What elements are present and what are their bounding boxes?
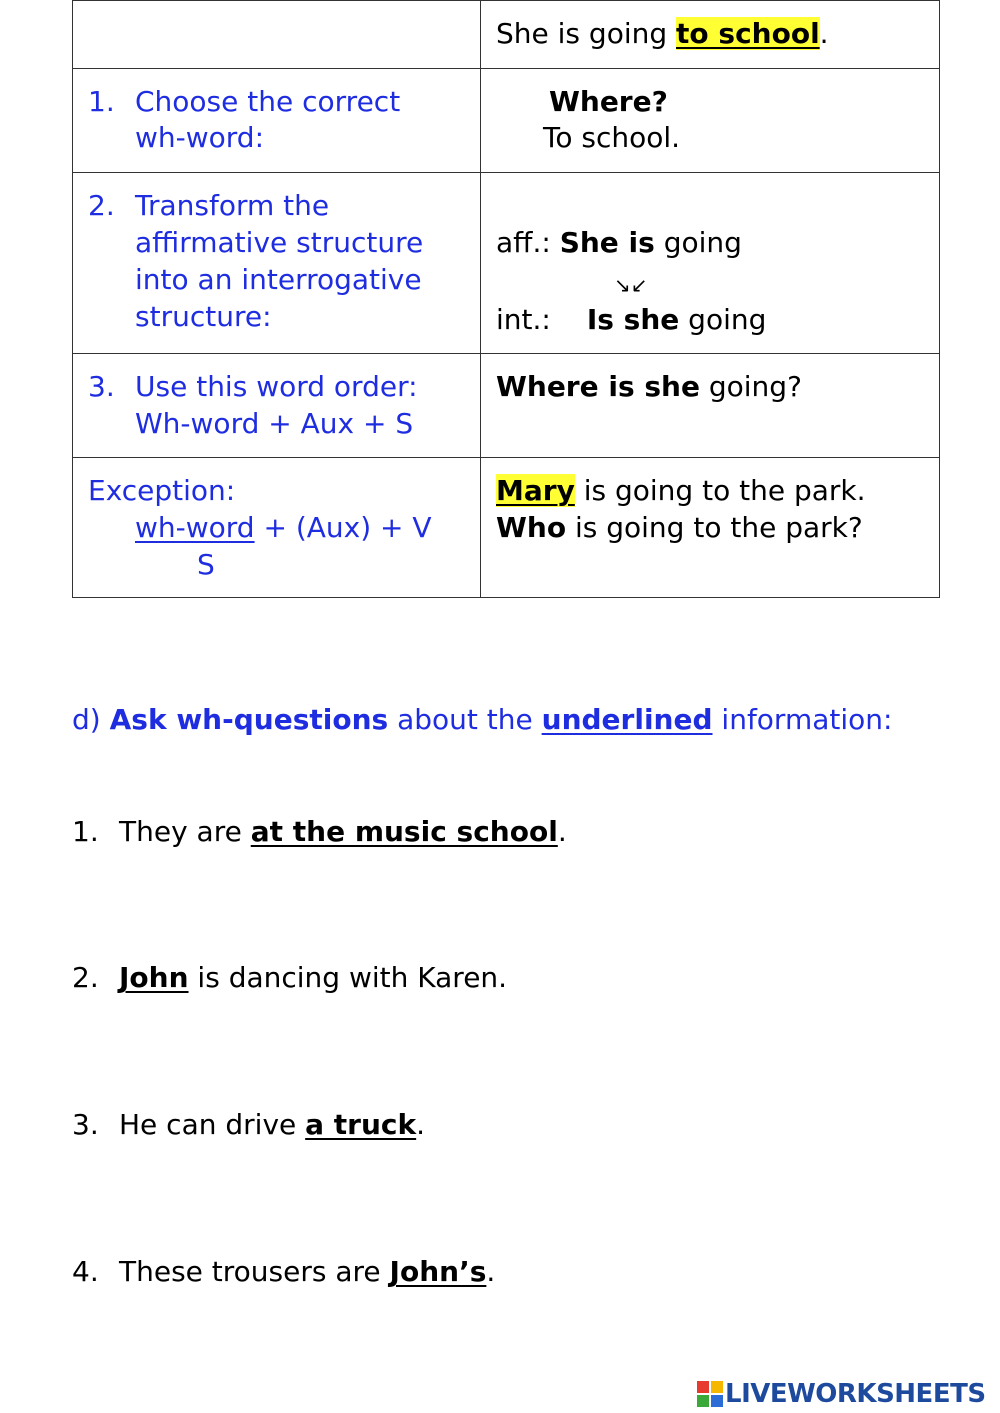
question-item bbox=[72, 1108, 425, 1141]
grammar-table bbox=[72, 0, 940, 598]
bold-text: Ask wh-questions bbox=[109, 703, 389, 736]
question-example bbox=[496, 510, 863, 546]
step-text: wh-word: bbox=[135, 121, 265, 154]
step-number: 3. bbox=[88, 370, 115, 403]
table-cell bbox=[481, 1, 940, 69]
plain-text: They are bbox=[119, 815, 251, 848]
step-number: 1. bbox=[88, 85, 115, 118]
bold-text: She is bbox=[559, 226, 655, 259]
logo-square bbox=[711, 1381, 723, 1393]
logo-icon bbox=[697, 1381, 723, 1407]
table-row bbox=[73, 458, 940, 598]
sentence-text: . bbox=[819, 17, 829, 50]
table-cell bbox=[73, 1, 481, 69]
question-number: 3. bbox=[72, 1108, 99, 1141]
step-text: affirmative structure bbox=[135, 226, 424, 259]
table-row bbox=[73, 69, 940, 173]
question-example bbox=[496, 369, 802, 405]
question-item bbox=[72, 815, 567, 848]
plain-text: information: bbox=[712, 703, 893, 736]
wh-word: Where? bbox=[549, 85, 668, 118]
underlined-text: a truck bbox=[305, 1108, 417, 1141]
question-number: 2. bbox=[72, 961, 99, 994]
table-row bbox=[73, 1, 940, 69]
plain-text: . bbox=[557, 815, 567, 848]
plain-text: These trousers are bbox=[119, 1255, 390, 1288]
table-row bbox=[73, 173, 940, 354]
question-item bbox=[72, 1255, 495, 1288]
logo-square bbox=[711, 1395, 723, 1407]
bold-text: Where is she bbox=[496, 370, 700, 403]
plain-text: He can drive bbox=[119, 1108, 306, 1141]
plain-text: . bbox=[416, 1108, 426, 1141]
table-cell bbox=[73, 354, 481, 458]
plain-text: is going to the park. bbox=[574, 474, 866, 507]
plain-text: + (Aux) + V bbox=[254, 511, 432, 544]
question-number: 1. bbox=[72, 815, 99, 848]
logo-square bbox=[697, 1381, 709, 1393]
exception-formula bbox=[135, 510, 432, 546]
underlined-text: John’s bbox=[389, 1255, 487, 1288]
underlined-text: underlined bbox=[541, 703, 713, 736]
table-cell bbox=[481, 173, 940, 354]
table-cell bbox=[73, 173, 481, 354]
step-number: 2. bbox=[88, 189, 115, 222]
plain-text: is going to the park? bbox=[566, 511, 863, 544]
task-label: d) bbox=[72, 703, 110, 736]
table-row bbox=[73, 354, 940, 458]
table-cell bbox=[481, 458, 940, 598]
question-item bbox=[72, 961, 507, 994]
answer-text: To school. bbox=[543, 121, 681, 154]
example-sentence bbox=[496, 473, 866, 509]
step-text: Transform the bbox=[135, 189, 330, 222]
example-sentence bbox=[496, 16, 829, 52]
task-instruction bbox=[72, 703, 892, 736]
logo-square bbox=[697, 1395, 709, 1407]
step-text: structure: bbox=[135, 300, 272, 333]
highlighted-text: Mary bbox=[496, 474, 575, 507]
plain-text: about the bbox=[388, 703, 542, 736]
table-cell bbox=[481, 69, 940, 173]
bold-text: Is she bbox=[586, 303, 680, 336]
plain-text: going? bbox=[699, 370, 802, 403]
table-cell bbox=[481, 354, 940, 458]
exception-label: Exception: bbox=[88, 474, 236, 507]
aff-label: aff.: bbox=[496, 226, 560, 259]
affirmative-line bbox=[496, 225, 742, 261]
plain-text: is dancing with Karen. bbox=[188, 961, 508, 994]
table-cell bbox=[73, 458, 481, 598]
step-text: Choose the correct bbox=[135, 85, 401, 118]
word-order-formula: Wh-word + Aux + S bbox=[135, 407, 414, 440]
bold-text: Who bbox=[496, 511, 567, 544]
underlined-text: wh-word bbox=[135, 511, 255, 544]
interrogative-line bbox=[496, 302, 766, 338]
underlined-text: John bbox=[119, 961, 189, 994]
highlighted-text: to school bbox=[676, 17, 820, 50]
logo-text: LIVEWORKSHEETS bbox=[725, 1379, 986, 1409]
subject-label: S bbox=[197, 548, 215, 581]
underlined-text: at the music school bbox=[250, 815, 558, 848]
step-text: Use this word order: bbox=[135, 370, 418, 403]
plain-text: going bbox=[679, 303, 767, 336]
swap-arrows-icon: ↘↙ bbox=[614, 273, 648, 297]
plain-text: . bbox=[486, 1255, 496, 1288]
int-label: int.: bbox=[496, 303, 551, 336]
question-number: 4. bbox=[72, 1255, 99, 1288]
plain-text: going bbox=[654, 226, 742, 259]
liveworksheets-logo bbox=[697, 1378, 986, 1410]
step-text: into an interrogative bbox=[135, 263, 422, 296]
table-cell bbox=[73, 69, 481, 173]
sentence-text: She is going bbox=[496, 17, 677, 50]
